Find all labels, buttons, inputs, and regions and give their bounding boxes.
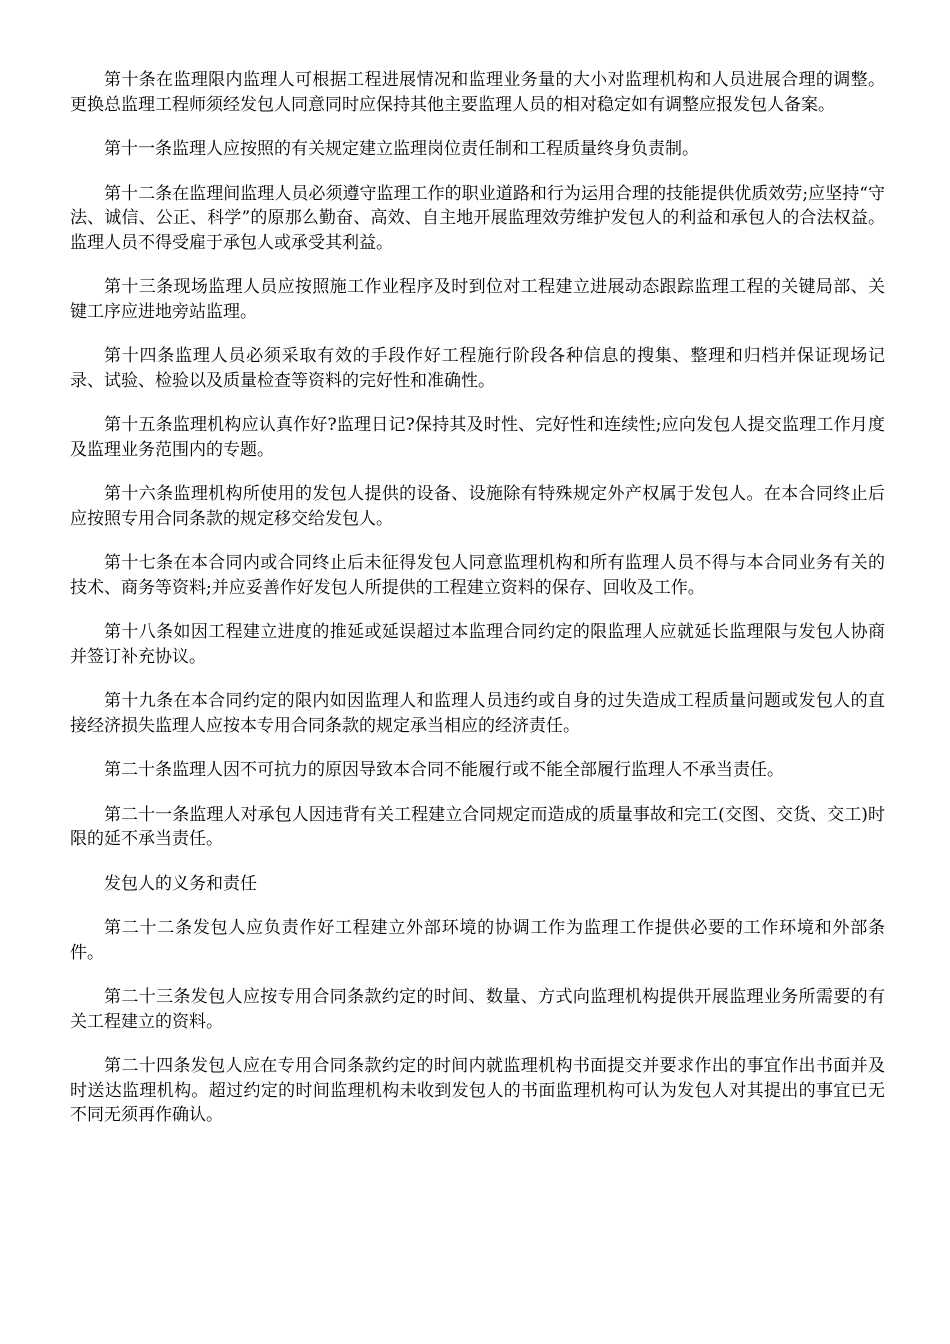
document-page [70, 68, 885, 1148]
article-23: 第二十三条发包人应按专用合同条款约定的时间、数量、方式向监理机构提供开展监理业务所需要的有关工程建立的资料。 [70, 987, 885, 1032]
article-24: 第二十四条发包人应在专用合同条款约定的时间内就监理机构书面提交并要求作出的事宜作出书面并及时送达监理机构。超过约定的时间监理机构未收到发包人的书面监理机构可认为发包人对其提出的事宜已无不同无须再作确认。 [70, 1056, 885, 1125]
article-10: 第十条在监理限内监理人可根据工程进展情况和监理业务量的大小对监理机构和人员进展合理的调整。更换总监理工程师须经发包人同意同时应保持其他主要监理人员的相对稳定如有调整应报发包人备案。 [70, 70, 885, 115]
article-12: 第十二条在监理间监理人员必须遵守监理工作的职业道路和行为运用合理的技能提供优质效劳;应坚持“守法、诚信、公正、科学”的原那么勤奋、高效、自主地开展监理效劳维护发包人的利益和承包人的合法权益。监理人员不得受雇于承包人或承受其利益。 [70, 183, 885, 253]
article-20: 第二十条监理人因不可抗力的原因导致本合同不能履行或不能全部履行监理人不承当责任。 [104, 760, 784, 780]
article-18: 第十八条如因工程建立进度的推延或延误超过本监理合同约定的限监理人应就延长监理限与发包人协商并签订补充协议。 [70, 622, 885, 667]
article-19: 第十九条在本合同约定的限内如因监理人和监理人员违约或自身的过失造成工程质量问题或发包人的直接经济损失监理人应按本专用合同条款的规定承当相应的经济责任。 [70, 691, 885, 736]
article-16: 第十六条监理机构所使用的发包人提供的设备、设施除有特殊规定外产权属于发包人。在本合同终止后应按照专用合同条款的规定移交给发包人。 [70, 484, 885, 529]
article-13: 第十三条现场监理人员应按照施工作业程序及时到位对工程建立进展动态跟踪监理工程的关键局部、关键工序应进地旁站监理。 [70, 277, 885, 322]
section-heading: 发包人的义务和责任 [104, 873, 257, 894]
article-15: 第十五条监理机构应认真作好?监理日记?保持其及时性、完好性和连续性;应向发包人提交监理工作月度及监理业务范围内的专题。 [70, 415, 885, 460]
article-17: 第十七条在本合同内或合同终止后未征得发包人同意监理机构和所有监理人员不得与本合同业务有关的技术、商务等资料;并应妥善作好发包人所提供的工程建立资料的保存、回收及工作。 [70, 553, 885, 598]
article-14: 第十四条监理人员必须采取有效的手段作好工程施行阶段各种信息的搜集、整理和归档并保证现场记录、试验、检验以及质量检查等资料的完好性和准确性。 [70, 346, 885, 391]
article-22: 第二十二条发包人应负责作好工程建立外部环境的协调工作为监理工作提供必要的工作环境和外部条件。 [70, 918, 885, 963]
article-11: 第十一条监理人应按照的有关规定建立监理岗位责任制和工程质量终身负责制。 [104, 139, 699, 159]
article-21: 第二十一条监理人对承包人因违背有关工程建立合同规定而造成的质量事故和完工(交图、交货、交工)时限的延不承当责任。 [70, 804, 885, 849]
